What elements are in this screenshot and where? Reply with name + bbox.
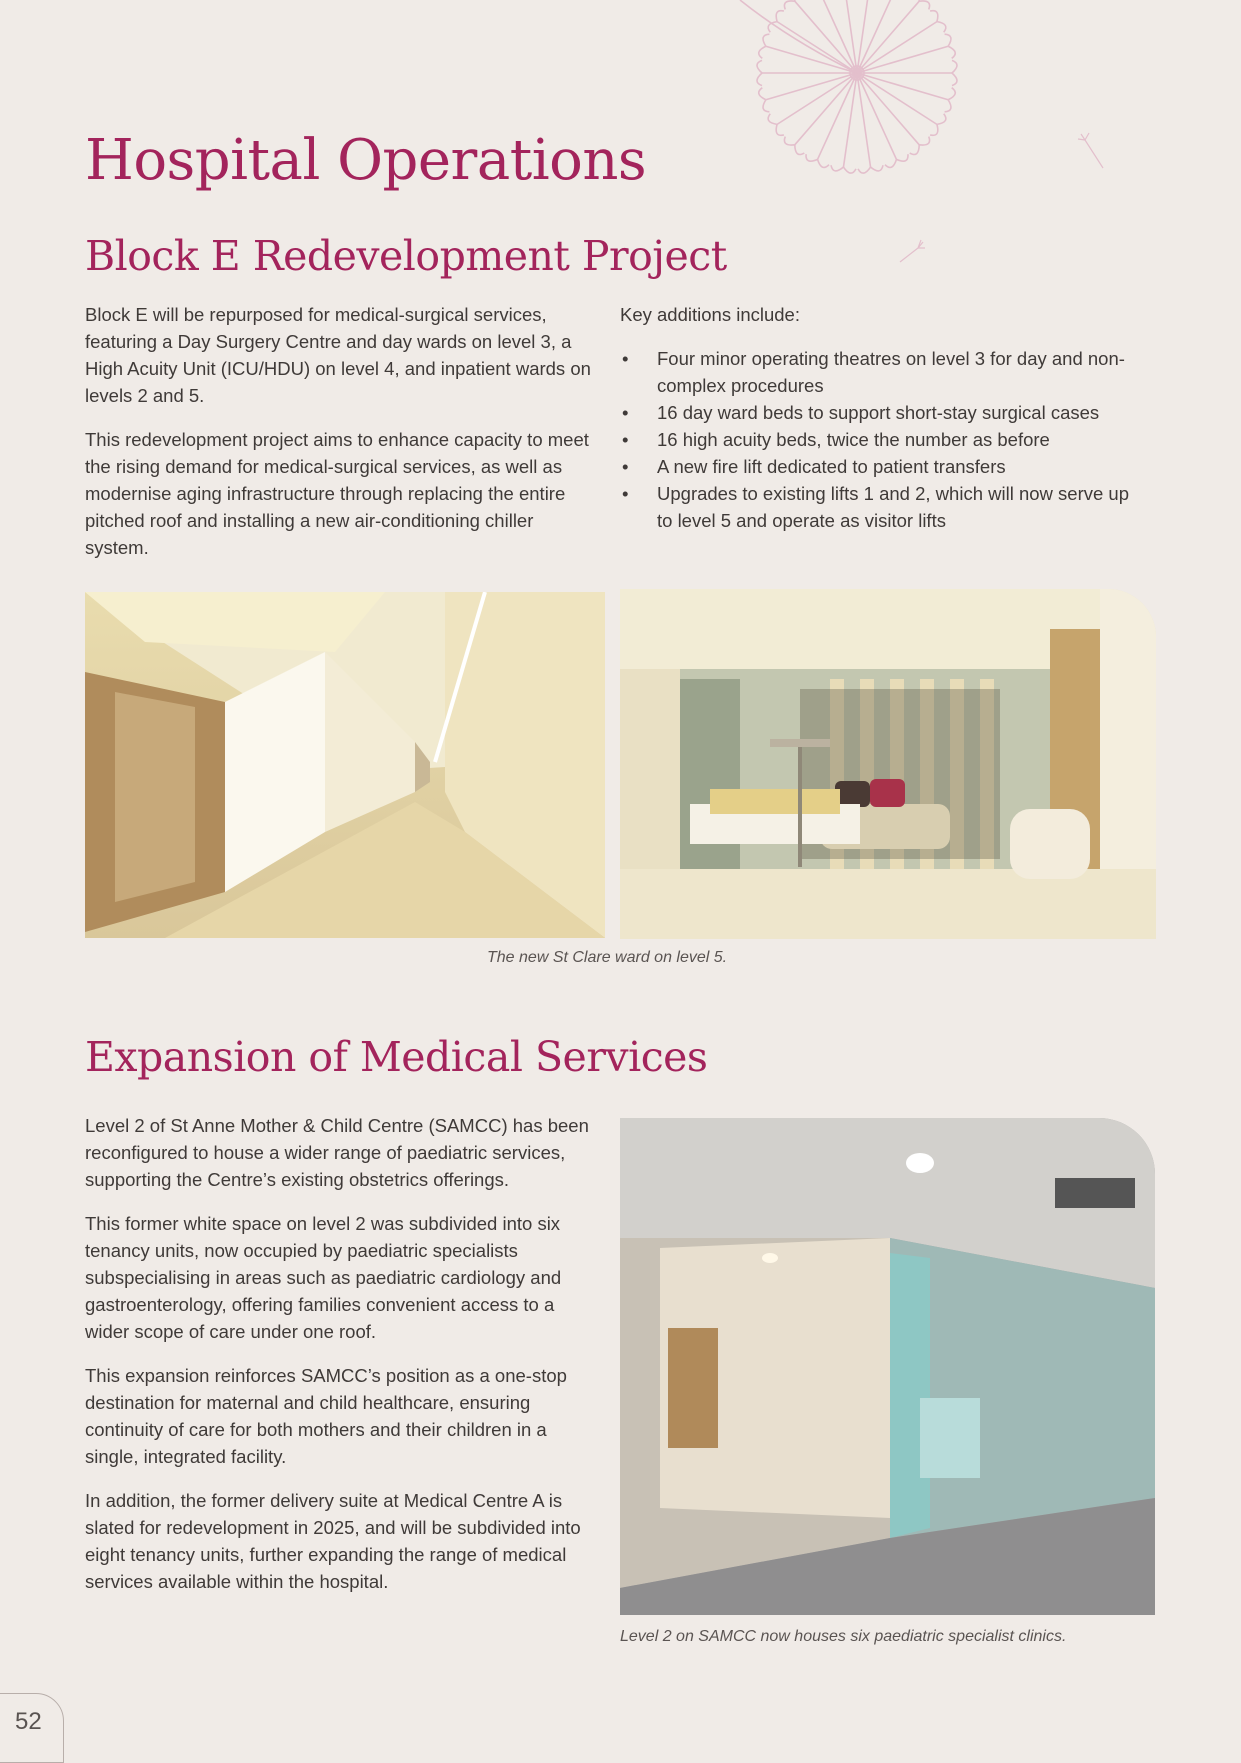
block-e-description: [85, 301, 595, 578]
paragraph: Block E will be repurposed for medical-surgical services, featuring a Day Surgery Centre and day wards on level 3, a High Acuity Unit (ICU/HDU) on level 4, and inpatient wards on levels 2 and 5.: [85, 304, 591, 406]
dandelion-seed: [766, 46, 857, 73]
ward-room-photo: [620, 589, 1156, 939]
bullet-icon: •: [622, 348, 629, 369]
dandelion-seed-tuft: [768, 11, 784, 33]
corridor-photo: [85, 592, 605, 938]
key-additions: [620, 301, 1140, 534]
clinic-corridor-photo: [620, 1118, 1155, 1615]
bullet-icon: •: [622, 402, 629, 423]
dandelion-seed-tuft: [768, 114, 784, 136]
list-item: • A new fire lift dedicated to patient transfers: [620, 453, 1140, 480]
paragraph: This former white space on level 2 was subdivided into six tenancy units, now occupied by paediatric specialists subspecialising in areas such as paediatric cardiology and gastroenterology, offering families convenient access to a wider scope of care under one roof.: [85, 1213, 562, 1342]
paragraph: In addition, the former delivery suite at Medical Centre A is slated for redevelopment in 2025, and will be subdivided into eight tenancy units, further expanding the range of medical services available within the hospital.: [85, 1490, 581, 1592]
paragraph: Level 2 of St Anne Mother & Child Centre (SAMCC) has been reconfigured to house a wider range of paediatric services, supporting the Centre’s existing obstetrics offerings.: [85, 1115, 589, 1190]
page-title: Hospital Operations: [85, 128, 647, 193]
bullet-icon: •: [622, 483, 629, 504]
bullet-icon: •: [622, 456, 629, 477]
paragraph: This expansion reinforces SAMCC’s position as a one-stop destination for maternal and child healthcare, ensuring continuity of care for both mothers and their children in a single, integrated facility.: [85, 1365, 567, 1467]
dandelion-seed: [766, 73, 857, 100]
dandelion-seed: [857, 73, 948, 100]
expansion-description: [85, 1112, 595, 1612]
dandelion-seed-tuft: [910, 137, 930, 155]
key-additions-list: [620, 345, 1140, 534]
list-item: • 16 high acuity beds, twice the number as before: [620, 426, 1140, 453]
key-additions-intro: Key additions include:: [620, 304, 800, 325]
section-heading-block-e: Block E Redevelopment Project: [85, 232, 727, 280]
dandelion-seed-tuft: [930, 114, 946, 136]
list-item: • Four minor operating theatres on level 3 for day and non-complex procedures: [620, 345, 1140, 399]
section-heading-expansion: Expansion of Medical Services: [85, 1033, 708, 1081]
dandelion-seed-tuft: [885, 154, 908, 167]
bullet-icon: •: [622, 429, 629, 450]
dandelion-seed-tuft: [757, 60, 762, 85]
page-number-tab: [0, 1693, 64, 1763]
clinic-photo-caption: Level 2 on SAMCC now houses six paediatric specialist clinics.: [620, 1628, 1067, 1645]
dandelion-seed-tuft: [784, 137, 804, 155]
page-number: 52: [15, 1708, 42, 1735]
dandelion-seed: [857, 46, 948, 73]
dandelion-seed-tuft: [952, 60, 957, 85]
dandelion-seed: [843, 0, 857, 73]
paragraph: This redevelopment project aims to enhance capacity to meet the rising demand for medical-surgical services, as well as modernise aging infrastructure through replacing the entire pitched roof and installing a new air-conditioning chiller system.: [85, 429, 589, 558]
dandelion-seed-tuft: [806, 154, 829, 167]
list-item: • 16 day ward beds to support short-stay surgical cases: [620, 399, 1140, 426]
ward-photo-caption: The new St Clare ward on level 5.: [487, 949, 728, 966]
dandelion-seed-tuft: [930, 11, 946, 33]
list-item: • Upgrades to existing lifts 1 and 2, which will now serve up to level 5 and operate as visitor lifts: [620, 480, 1140, 534]
dandelion-seed: [857, 0, 871, 73]
